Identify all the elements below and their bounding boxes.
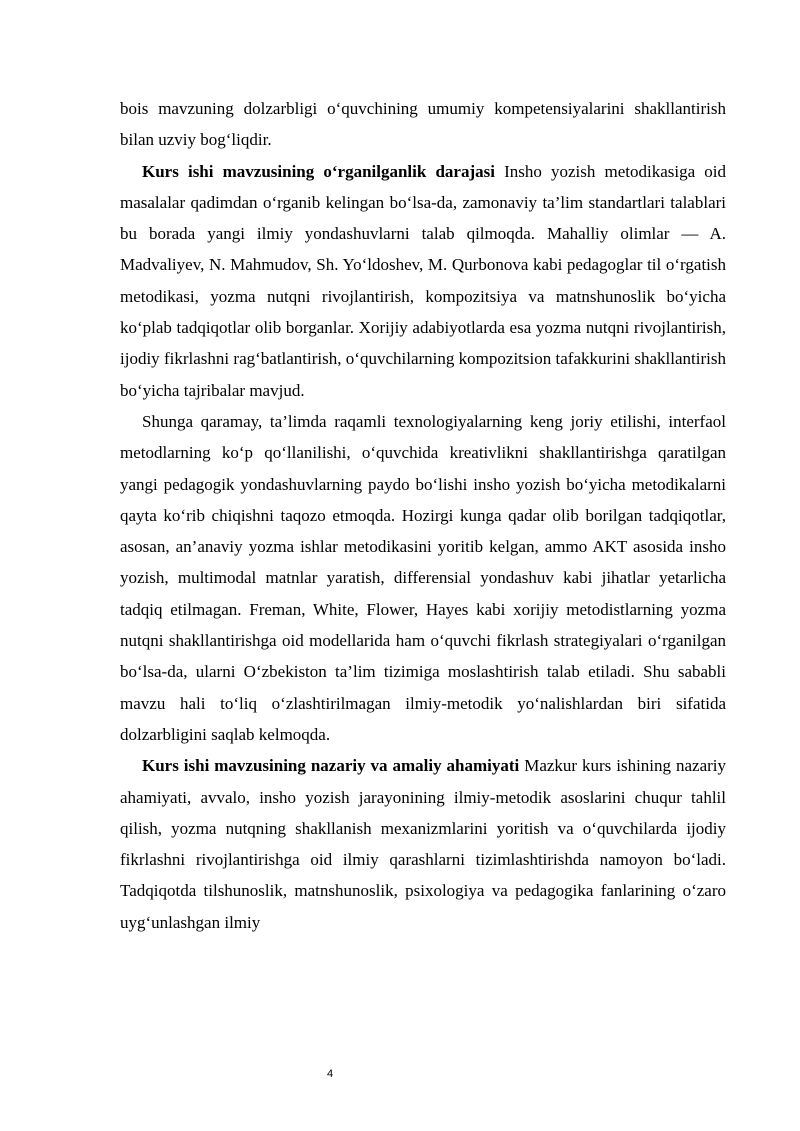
paragraph-text: Insho yozish metodikasiga oid masalalar qadimdan o‘rganib kelingan bo‘lsa-da, zamonaviy ta’lim standartlari talablari bu borada yangi ilmiy yondashuvlarni talab qilmoqda. Mahalliy olimlar — A. Madvaliyev, N. Mahmudov, Sh. Yo‘ldoshev, M. Qurbonova kabi pedagoglar til o‘rgatish metodikasi, yozma nutqni rivojlantirish, kompozitsiya va matnshunoslik bo‘yicha ko‘plab tadqiqotlar olib borganlar. Xorijiy adabiyotlarda esa yozma nutqni rivojlantirish, ijodiy fikrlashni rag‘batlantirish, o‘quvchilarning kompozitsion tafakkurini shakllantirish bo‘yicha tajribalar mavjud. bbox=[120, 161, 727, 400]
page-number: 4 bbox=[326, 1068, 334, 1080]
document-page bbox=[120, 93, 726, 938]
paragraph-nevertheless bbox=[120, 406, 726, 750]
paragraph-heading: Kurs ishi mavzusining nazariy va amaliy ahamiyati bbox=[142, 756, 520, 776]
paragraph-text: Shunga qaramay, ta’limda raqamli texnologiyalarning keng joriy etilishi, interfaol metodlarning ko‘p qo‘llanilishi, o‘quvchida kreativlikni shakllantirishga qaratilgan yangi pedagogik yondashuvlarning paydo bo‘lishi insho yozish bo‘yicha metodikalarni qayta ko‘rib chiqishni taqozo etmoqda. Hozirgi kunga qadar olib borilgan tadqiqotlar, asosan, an’anaviy yozma ishlar metodikasini yoritib kelgan, ammo AKT asosida insho yozish, multimodal matnlar yaratish, differensial yondashuv kabi jihatlar yetarlicha tadqiq etilmagan. Freman, White, Flower, Hayes kabi xorijiy metodistlarning yozma nutqni shakllantirishga oid modellarida ham o‘quvchi fikrlash strategiyalari o‘rganilgan bo‘lsa-da, ularni O‘zbekiston ta’lim tizimiga moslashtirish talab etiladi. Shu sababli mavzu hali to‘liq o‘zlashtirilmagan ilmiy-metodik yo‘nalishlardan biri sifatida dolzarbligini saqlab kelmoqda. bbox=[120, 411, 726, 744]
paragraph-significance bbox=[120, 750, 726, 938]
paragraph-continuation bbox=[120, 93, 726, 156]
paragraph-heading: Kurs ishi mavzusining o‘rganilganlik darajasi bbox=[142, 161, 495, 181]
paragraph-text: Mazkur kurs ishining nazariy ahamiyati, avvalo, insho yozish jarayonining ilmiy-metodik asoslarini chuqur tahlil qilish, yozma nutqning shakllanish mexanizmlarini yoritish va o‘quvchilarda ijodiy fikrlashni rivojlantirishga oid ilmiy qarashlarni tizimlashtirishda namoyon bo‘ladi. Tadqiqotda tilshunoslik, matnshunoslik, psixologiya va pedagogika fanlarining o‘zaro uyg‘unlashgan ilmiy bbox=[120, 756, 726, 932]
paragraph-study-level bbox=[120, 156, 726, 406]
paragraph-text: bois mavzuning dolzarbligi o‘quvchining umumiy kompetensiyalarini shakllantirish bilan uzviy bog‘liqdir. bbox=[120, 99, 726, 150]
